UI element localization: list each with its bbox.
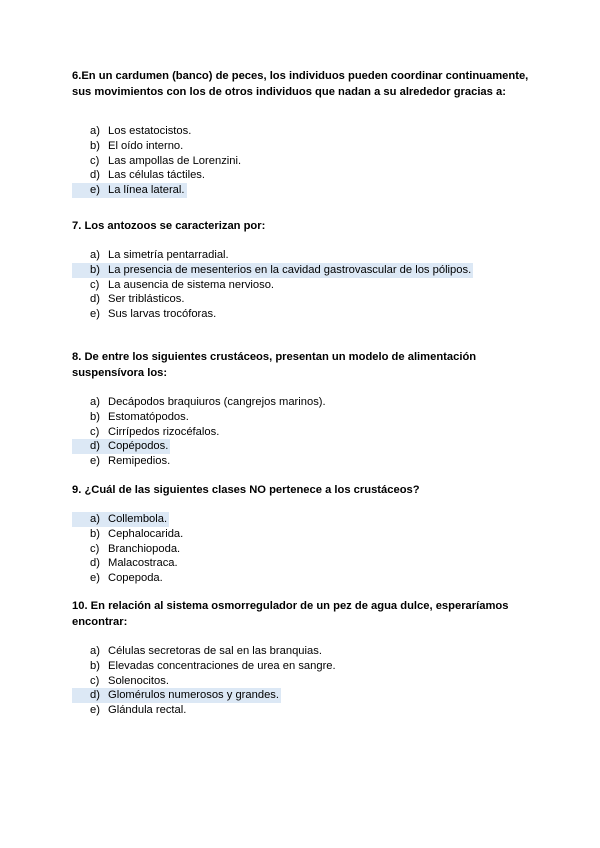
option-text: Las células táctiles. xyxy=(108,169,206,182)
option-highlight xyxy=(72,688,281,703)
option-highlight xyxy=(72,659,338,674)
option-highlight xyxy=(72,454,172,469)
option-text: Copepoda. xyxy=(108,572,163,585)
option-d[interactable] xyxy=(72,688,542,703)
option-c[interactable] xyxy=(72,425,542,440)
option-text: Solenocitos. xyxy=(108,674,169,687)
option-d[interactable] xyxy=(72,556,542,571)
option-c[interactable] xyxy=(72,542,542,557)
option-letter: b) xyxy=(90,263,100,276)
option-highlight xyxy=(72,168,207,183)
option-d[interactable] xyxy=(72,292,542,307)
option-letter: c) xyxy=(90,278,100,291)
option-e[interactable] xyxy=(72,454,542,469)
option-text: La presencia de mesenterios en la cavidad gastrovascular de los pólipos. xyxy=(108,263,472,276)
option-text: Glomérulos numerosos y grandes. xyxy=(108,689,279,702)
option-text: Ser triblásticos. xyxy=(108,293,185,306)
option-highlight xyxy=(72,703,188,718)
option-b[interactable] xyxy=(72,527,542,542)
option-letter: a) xyxy=(90,249,100,261)
question-10 xyxy=(72,598,542,718)
option-e[interactable] xyxy=(72,307,542,322)
option-highlight xyxy=(72,395,328,410)
option-highlight xyxy=(72,425,221,440)
option-letter: e) xyxy=(90,572,100,585)
option-highlight xyxy=(72,307,218,322)
question-title: 8. De entre los siguientes crustáceos, presentan un modelo de alimentación suspensívora los: xyxy=(72,351,477,379)
options-list xyxy=(72,248,542,322)
option-c[interactable] xyxy=(72,278,542,293)
question-6 xyxy=(72,68,542,198)
option-letter: d) xyxy=(90,689,100,702)
option-b[interactable] xyxy=(72,139,542,154)
option-c[interactable] xyxy=(72,154,542,169)
option-text: Decápodos braquiuros (cangrejos marinos). xyxy=(108,396,326,408)
option-letter: c) xyxy=(90,425,100,438)
option-letter: e) xyxy=(90,704,100,717)
question-title: 6.En un cardumen (banco) de peces, los individuos pueden coordinar continuamente, sus movimientos con los de otros individuos que nadan a su alrededor gracias a: xyxy=(72,70,529,98)
question-7 xyxy=(72,218,542,322)
option-letter: c) xyxy=(90,542,100,555)
option-text: Branchiopoda. xyxy=(108,542,181,555)
option-letter: e) xyxy=(90,455,100,468)
option-highlight xyxy=(72,183,187,198)
option-highlight xyxy=(72,139,185,154)
option-a[interactable] xyxy=(72,124,542,139)
option-highlight xyxy=(72,278,276,293)
option-letter: a) xyxy=(90,645,100,657)
option-text: Cephalocarida. xyxy=(108,527,184,540)
option-highlight xyxy=(72,439,170,454)
options-list xyxy=(72,512,542,586)
option-text: Sus larvas trocóforas. xyxy=(108,308,217,321)
option-letter: b) xyxy=(90,410,100,423)
option-b[interactable] xyxy=(72,410,542,425)
option-letter: c) xyxy=(90,154,100,167)
option-highlight xyxy=(72,263,473,278)
option-text: Estomatópodos. xyxy=(108,410,189,423)
option-text: Los estatocistos. xyxy=(108,125,192,137)
option-letter: b) xyxy=(90,659,100,672)
option-a[interactable] xyxy=(72,512,542,527)
option-a[interactable] xyxy=(72,644,542,659)
option-d[interactable] xyxy=(72,439,542,454)
option-text: Las ampollas de Lorenzini. xyxy=(108,154,242,167)
option-c[interactable] xyxy=(72,674,542,689)
option-text: Copépodos. xyxy=(108,440,169,453)
option-text: La ausencia de sistema nervioso. xyxy=(108,278,275,291)
question-title: 7. Los antozoos se caracterizan por: xyxy=(72,220,266,232)
option-letter: a) xyxy=(90,513,100,525)
option-a[interactable] xyxy=(72,248,542,263)
option-e[interactable] xyxy=(72,703,542,718)
option-highlight xyxy=(72,644,324,659)
option-letter: c) xyxy=(90,674,100,687)
option-b[interactable] xyxy=(72,659,542,674)
options-list xyxy=(72,395,542,469)
question-title: 10. En relación al sistema osmorregulador de un pez de agua dulce, esperaríamos encontrar: xyxy=(72,600,509,628)
option-d[interactable] xyxy=(72,168,542,183)
option-text: Malacostraca. xyxy=(108,557,178,570)
option-highlight xyxy=(72,410,191,425)
option-text: Remipedios. xyxy=(108,455,171,468)
option-highlight xyxy=(72,124,193,139)
option-highlight xyxy=(72,512,169,527)
option-highlight xyxy=(72,571,165,586)
option-letter: e) xyxy=(90,184,100,197)
option-letter: d) xyxy=(90,293,100,306)
option-text: La línea lateral. xyxy=(108,184,185,197)
option-e[interactable] xyxy=(72,571,542,586)
option-letter: d) xyxy=(90,557,100,570)
option-letter: b) xyxy=(90,139,100,152)
options-list xyxy=(72,124,542,198)
option-text: La simetría pentarradial. xyxy=(108,249,229,261)
option-highlight xyxy=(72,542,182,557)
option-a[interactable] xyxy=(72,395,542,410)
option-highlight xyxy=(72,292,186,307)
option-text: Glándula rectal. xyxy=(108,704,187,717)
option-text: El oído interno. xyxy=(108,139,184,152)
option-b[interactable] xyxy=(72,263,542,278)
option-text: Cirrípedos rizocéfalos. xyxy=(108,425,220,438)
option-text: Collembola. xyxy=(108,513,168,525)
options-list xyxy=(72,644,542,718)
option-letter: d) xyxy=(90,440,100,453)
option-text: Células secretoras de sal en las branquias. xyxy=(108,645,322,657)
option-letter: a) xyxy=(90,125,100,137)
option-highlight xyxy=(72,527,185,542)
question-8 xyxy=(72,349,542,469)
option-highlight xyxy=(72,248,231,263)
option-letter: b) xyxy=(90,527,100,540)
option-e[interactable] xyxy=(72,183,542,198)
question-title: 9. ¿Cuál de las siguientes clases NO pertenece a los crustáceos? xyxy=(72,484,420,496)
question-9 xyxy=(72,482,542,586)
option-text: Elevadas concentraciones de urea en sangre. xyxy=(108,659,336,672)
option-highlight xyxy=(72,154,243,169)
option-letter: e) xyxy=(90,308,100,321)
option-letter: d) xyxy=(90,169,100,182)
option-highlight xyxy=(72,556,180,571)
option-highlight xyxy=(72,674,171,689)
option-letter: a) xyxy=(90,396,100,408)
